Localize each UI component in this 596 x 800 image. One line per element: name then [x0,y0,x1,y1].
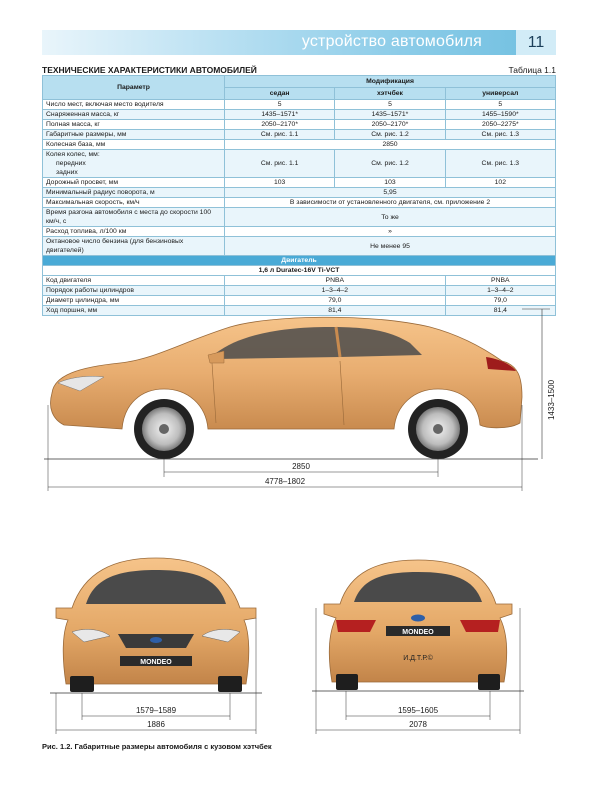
col-wagon: универсал [445,88,555,100]
table-row: Код двигателя PNBA PNBA [43,276,556,286]
table-caption: ТЕХНИЧЕСКИЕ ХАРАКТЕРИСТИКИ АВТОМОБИЛЕЙ [42,65,257,75]
spec-table [42,75,556,316]
watermark-stamp: И.Д.Т.Р.© [403,655,433,662]
table-row: Колея колес, мм: передних задних См. рис. 1.1 См. рис. 1.2 См. рис. 1.3 [43,150,556,178]
taillight-right-icon [460,620,500,632]
page-number: 11 [516,30,556,55]
taillight-left-icon [336,620,376,632]
front-width-label: 1886 [147,720,165,729]
length-dim-label: 4778–1802 [264,477,306,486]
table-row: Порядок работы цилиндров 1–3–4–2 1–3–4–2 [43,286,556,296]
col-sedan: седан [225,88,335,100]
front-badge: MONDEO [140,659,172,666]
table-row: Минимальный радиус поворота, м 5,95 [43,188,556,198]
front-tire-left [70,676,94,692]
car-side-view [40,305,560,495]
rear-width-label: 2078 [409,720,427,729]
rear-tire-right [478,674,500,690]
col-param-header: Параметр [43,76,225,100]
table-row: Число мест, включая место водителя 5 5 5 [43,100,556,110]
rear-tire-left [336,674,358,690]
figure-caption: Рис. 1.2. Габаритные размеры автомобиля с кузовом хэтчбек [42,742,272,751]
section-title: устройство автомобиля [301,33,482,50]
table-header-row [43,76,556,88]
front-tire-right [218,676,242,692]
col-hatchback: хэтчбек [335,88,445,100]
page-header-band [42,30,556,55]
table-row: Дорожный просвет, мм 103 103 102 [43,178,556,188]
ford-logo-rear-icon [411,615,425,622]
ford-logo-icon [150,637,162,643]
table-row: Время разгона автомобиля с места до скорости 100 км/ч, с То же [43,208,556,227]
taillight-icon [486,357,516,371]
col-mod-header: Модификация [225,76,556,88]
table-row: Ход поршня, мм 81,4 81,4 [43,306,556,316]
table-row: Колесная база, мм 2850 [43,140,556,150]
table-row: Полная масса, кг 2050–2170* 2050–2170* 2050–2275* [43,120,556,130]
table-row: Максимальная скорость, км/ч В зависимости от установленного двигателя, см. приложение 2 [43,198,556,208]
engine-name-row: 1,6 л Duratec-16V Ti-VCT [43,266,556,276]
wheelbase-dim-label: 2850 [292,462,310,471]
engine-section-row: Двигатель [43,256,556,266]
table-row: Снаряженная масса, кг 1435–1571* 1435–1571* 1455–1590* [43,110,556,120]
table-row: Габаритные размеры, мм См. рис. 1.1 См. рис. 1.2 См. рис. 1.3 [43,130,556,140]
table-number: Таблица 1.1 [508,65,556,75]
car-rear-view [306,548,536,738]
front-track-label: 1579–1589 [135,706,177,715]
rear-badge: MONDEO [402,629,434,636]
table-row: Диаметр цилиндра, мм 79,0 79,0 [43,296,556,306]
table-row: Расход топлива, л/100 км » [43,227,556,237]
rear-track-label: 1595–1605 [397,706,439,715]
table-row: Октановое число бензина (для бензиновых двигателей) Не менее 95 [43,237,556,256]
car-front-view [44,548,274,738]
height-dim-label: 1433–1500 [547,379,556,421]
